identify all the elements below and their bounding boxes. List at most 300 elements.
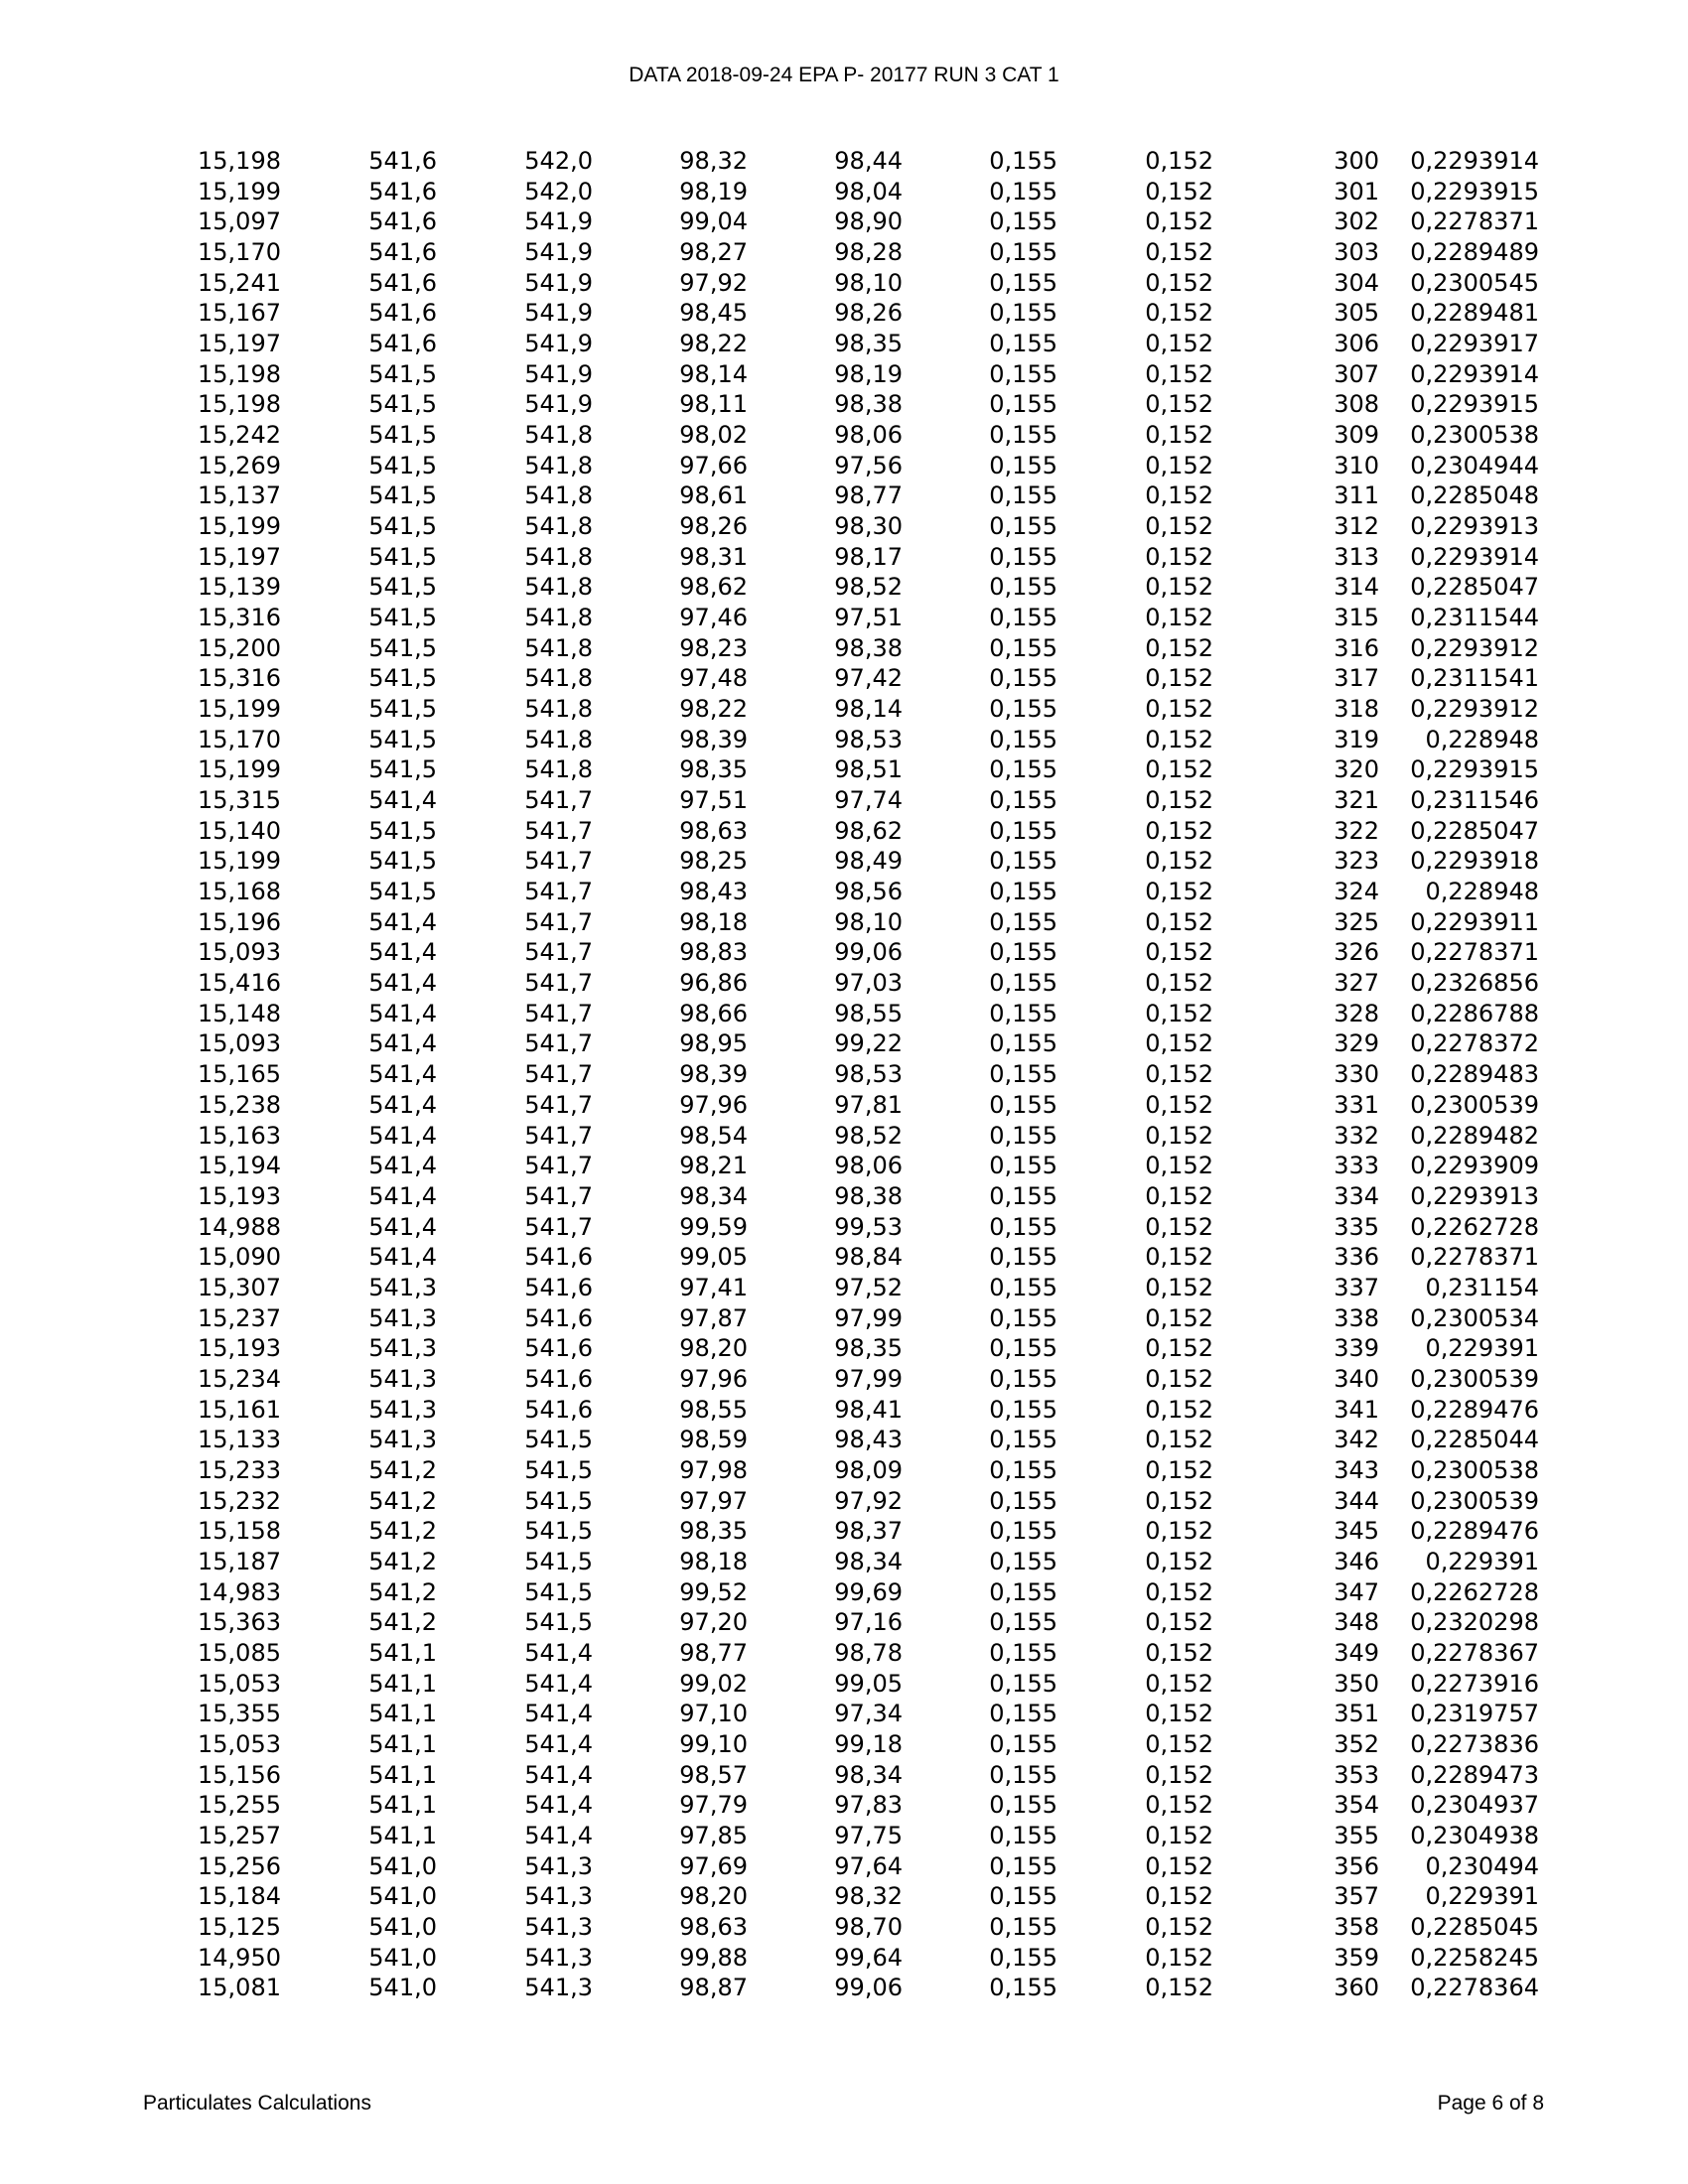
table-cell: 308: [1334, 390, 1379, 419]
table-cell: 98,95: [679, 1029, 748, 1058]
table-cell: 98,04: [834, 177, 903, 205]
table-cell: 0,155: [989, 695, 1057, 724]
table-cell: 97,75: [834, 1821, 903, 1849]
table-cell: 541,4: [368, 938, 437, 967]
table-cell: 541,3: [524, 1882, 593, 1911]
table-cell: 0,152: [1145, 421, 1213, 450]
table-cell: 541,9: [524, 390, 593, 419]
table-cell: 15,199: [198, 847, 281, 876]
table-cell: 0,152: [1145, 481, 1213, 510]
table-cell: 541,5: [368, 664, 437, 693]
table-cell: 0,2278372: [1410, 1029, 1539, 1058]
table-cell: 325: [1334, 907, 1379, 936]
table-cell: 541,6: [368, 330, 437, 358]
table-cell: 97,92: [834, 1486, 903, 1515]
table-cell: 541,2: [368, 1577, 437, 1606]
table-cell: 0,155: [989, 1577, 1057, 1606]
table-row: [139, 725, 1539, 755]
table-cell: 330: [1334, 1060, 1379, 1089]
table-cell: 97,20: [679, 1608, 748, 1637]
table-cell: 98,18: [679, 1547, 748, 1575]
table-cell: 333: [1334, 1152, 1379, 1180]
table-cell: 96,86: [679, 969, 748, 998]
table-cell: 97,10: [679, 1700, 748, 1728]
table-cell: 541,4: [524, 1791, 593, 1820]
table-cell: 542,0: [524, 147, 593, 175]
page-footer: [0, 2092, 1688, 2121]
table-cell: 0,2278371: [1410, 207, 1539, 236]
table-cell: 541,6: [368, 299, 437, 328]
table-cell: 0,2262728: [1410, 1577, 1539, 1606]
table-cell: 15,161: [198, 1395, 281, 1424]
table-cell: 0,2285044: [1410, 1426, 1539, 1454]
table-row: [139, 816, 1539, 847]
table-cell: 0,152: [1145, 299, 1213, 328]
table-cell: 15,198: [198, 147, 281, 175]
table-cell: 301: [1334, 177, 1379, 205]
table-cell: 541,5: [368, 604, 437, 632]
table-cell: 98,32: [834, 1882, 903, 1911]
table-cell: 541,8: [524, 512, 593, 541]
table-cell: 98,20: [679, 1334, 748, 1363]
table-row: [139, 603, 1539, 633]
table-cell: 15,093: [198, 938, 281, 967]
table-cell: 0,2286788: [1410, 999, 1539, 1027]
table-cell: 98,90: [834, 207, 903, 236]
table-cell: 0,155: [989, 481, 1057, 510]
table-cell: 0,155: [989, 421, 1057, 450]
table-cell: 99,53: [834, 1212, 903, 1241]
table-cell: 541,1: [368, 1821, 437, 1849]
table-cell: 0,2285047: [1410, 573, 1539, 602]
table-row: [139, 268, 1539, 299]
table-cell: 0,152: [1145, 1212, 1213, 1241]
table-cell: 97,69: [679, 1851, 748, 1880]
table-cell: 353: [1334, 1760, 1379, 1789]
table-cell: 0,155: [989, 1334, 1057, 1363]
table-cell: 0,152: [1145, 999, 1213, 1027]
table-cell: 15,163: [198, 1121, 281, 1150]
table-cell: 342: [1334, 1426, 1379, 1454]
table-cell: 541,2: [368, 1608, 437, 1637]
table-cell: 314: [1334, 573, 1379, 602]
table-cell: 15,416: [198, 969, 281, 998]
page-title: DATA 2018-09-24 EPA P- 20177 RUN 3 CAT 1: [629, 64, 1059, 86]
table-row: [139, 146, 1539, 177]
table-cell: 15,315: [198, 786, 281, 815]
table-cell: 98,63: [679, 816, 748, 845]
table-cell: 14,988: [198, 1212, 281, 1241]
table-cell: 98,84: [834, 1243, 903, 1272]
table-cell: 97,51: [679, 786, 748, 815]
table-cell: 0,2289476: [1410, 1517, 1539, 1546]
table-cell: 0,2300539: [1410, 1364, 1539, 1393]
table-cell: 98,44: [834, 147, 903, 175]
table-cell: 15,198: [198, 390, 281, 419]
table-cell: 98,43: [834, 1426, 903, 1454]
table-cell: 541,5: [368, 878, 437, 906]
table-cell: 321: [1334, 786, 1379, 815]
table-cell: 541,4: [524, 1700, 593, 1728]
table-cell: 0,152: [1145, 725, 1213, 753]
table-cell: 541,8: [524, 481, 593, 510]
table-cell: 0,155: [989, 969, 1057, 998]
table-cell: 0,152: [1145, 1455, 1213, 1484]
table-cell: 98,78: [834, 1638, 903, 1667]
table-cell: 541,6: [524, 1395, 593, 1424]
table-cell: 98,35: [834, 330, 903, 358]
table-cell: 99,05: [834, 1669, 903, 1698]
table-cell: 541,4: [368, 1181, 437, 1210]
table-cell: 0,2289483: [1410, 1060, 1539, 1089]
table-cell: 98,06: [834, 1152, 903, 1180]
table-cell: 99,06: [834, 1974, 903, 2002]
table-row: [139, 237, 1539, 268]
table-cell: 541,0: [368, 1882, 437, 1911]
table-cell: 97,87: [679, 1303, 748, 1332]
table-cell: 15,197: [198, 330, 281, 358]
table-cell: 0,152: [1145, 268, 1213, 297]
table-cell: 541,4: [368, 1121, 437, 1150]
table-cell: 541,4: [524, 1760, 593, 1789]
table-cell: 97,81: [834, 1090, 903, 1119]
table-cell: 14,983: [198, 1577, 281, 1606]
table-row: [139, 877, 1539, 907]
table-cell: 0,155: [989, 330, 1057, 358]
table-cell: 0,152: [1145, 878, 1213, 906]
table-cell: 541,6: [368, 238, 437, 267]
table-cell: 0,2293912: [1410, 633, 1539, 662]
table-cell: 98,55: [834, 999, 903, 1027]
table-cell: 345: [1334, 1517, 1379, 1546]
table-cell: 322: [1334, 816, 1379, 845]
table-cell: 0,2304938: [1410, 1821, 1539, 1849]
table-row: [139, 1821, 1539, 1851]
table-cell: 0,229391: [1425, 1547, 1539, 1575]
table-cell: 97,97: [679, 1486, 748, 1515]
table-cell: 0,152: [1145, 207, 1213, 236]
table-cell: 317: [1334, 664, 1379, 693]
table-cell: 14,950: [198, 1943, 281, 1972]
table-cell: 98,56: [834, 878, 903, 906]
table-cell: 15,125: [198, 1912, 281, 1941]
table-cell: 98,66: [679, 999, 748, 1027]
table-cell: 0,2278367: [1410, 1638, 1539, 1667]
table-cell: 0,152: [1145, 1243, 1213, 1272]
table-cell: 0,152: [1145, 1273, 1213, 1301]
table-cell: 326: [1334, 938, 1379, 967]
table-cell: 541,5: [368, 359, 437, 388]
table-cell: 0,2258245: [1410, 1943, 1539, 1972]
table-row: [139, 785, 1539, 816]
table-cell: 541,6: [524, 1303, 593, 1332]
table-cell: 0,155: [989, 1912, 1057, 1941]
table-cell: 0,152: [1145, 1638, 1213, 1667]
table-cell: 15,316: [198, 604, 281, 632]
table-cell: 336: [1334, 1243, 1379, 1272]
table-cell: 542,0: [524, 177, 593, 205]
table-cell: 541,4: [368, 786, 437, 815]
table-cell: 0,152: [1145, 1364, 1213, 1393]
table-cell: 15,187: [198, 1547, 281, 1575]
table-cell: 97,92: [679, 268, 748, 297]
table-cell: 99,64: [834, 1943, 903, 1972]
table-cell: 0,152: [1145, 1791, 1213, 1820]
table-row: [139, 1333, 1539, 1364]
table-cell: 328: [1334, 999, 1379, 1027]
table-cell: 15,133: [198, 1426, 281, 1454]
table-cell: 0,155: [989, 755, 1057, 784]
table-row: [139, 329, 1539, 359]
table-cell: 0,152: [1145, 907, 1213, 936]
table-cell: 0,155: [989, 1517, 1057, 1546]
table-cell: 98,28: [834, 238, 903, 267]
table-cell: 541,0: [368, 1851, 437, 1880]
table-cell: 541,5: [368, 481, 437, 510]
table-cell: 97,83: [834, 1791, 903, 1820]
table-cell: 0,155: [989, 1455, 1057, 1484]
table-cell: 97,98: [679, 1455, 748, 1484]
table-cell: 338: [1334, 1303, 1379, 1332]
table-cell: 0,155: [989, 542, 1057, 571]
table-row: [139, 1912, 1539, 1943]
table-row: [139, 1638, 1539, 1669]
table-cell: 15,197: [198, 542, 281, 571]
table-cell: 335: [1334, 1212, 1379, 1241]
table-cell: 98,18: [679, 907, 748, 936]
table-row: [139, 1577, 1539, 1608]
table-cell: 337: [1334, 1273, 1379, 1301]
table-cell: 541,9: [524, 268, 593, 297]
table-cell: 0,152: [1145, 786, 1213, 815]
table-cell: 541,5: [368, 542, 437, 571]
table-cell: 541,8: [524, 725, 593, 753]
table-cell: 357: [1334, 1882, 1379, 1911]
table-cell: 0,152: [1145, 1121, 1213, 1150]
table-cell: 541,8: [524, 664, 593, 693]
table-cell: 15,199: [198, 177, 281, 205]
table-cell: 0,2293918: [1410, 847, 1539, 876]
table-cell: 99,59: [679, 1212, 748, 1241]
table-cell: 15,184: [198, 1882, 281, 1911]
table-cell: 97,41: [679, 1273, 748, 1301]
table-cell: 0,155: [989, 786, 1057, 815]
table-cell: 323: [1334, 847, 1379, 876]
table-cell: 0,152: [1145, 512, 1213, 541]
table-cell: 541,3: [368, 1334, 437, 1363]
table-cell: 541,4: [368, 1243, 437, 1272]
table-cell: 15,241: [198, 268, 281, 297]
table-cell: 99,22: [834, 1029, 903, 1058]
table-cell: 15,199: [198, 755, 281, 784]
table-cell: 0,2285048: [1410, 481, 1539, 510]
table-row: [139, 542, 1539, 573]
table-cell: 98,62: [679, 573, 748, 602]
table-cell: 99,10: [679, 1729, 748, 1758]
table-cell: 15,090: [198, 1243, 281, 1272]
table-cell: 97,34: [834, 1700, 903, 1728]
table-cell: 0,2300538: [1410, 1455, 1539, 1484]
table-cell: 15,156: [198, 1760, 281, 1789]
table-cell: 0,155: [989, 390, 1057, 419]
table-cell: 0,2326856: [1410, 969, 1539, 998]
table-cell: 0,2293915: [1410, 390, 1539, 419]
table-cell: 0,152: [1145, 969, 1213, 998]
table-cell: 97,46: [679, 604, 748, 632]
table-cell: 15,355: [198, 1700, 281, 1728]
table-row: [139, 846, 1539, 877]
table-cell: 541,6: [524, 1243, 593, 1272]
table-cell: 334: [1334, 1181, 1379, 1210]
table-cell: 0,155: [989, 1882, 1057, 1911]
table-cell: 97,66: [679, 451, 748, 479]
table-cell: 0,2289489: [1410, 238, 1539, 267]
table-cell: 541,2: [368, 1547, 437, 1575]
table-cell: 541,3: [368, 1395, 437, 1424]
table-cell: 97,56: [834, 451, 903, 479]
table-cell: 98,45: [679, 299, 748, 328]
table-cell: 310: [1334, 451, 1379, 479]
table-cell: 15,196: [198, 907, 281, 936]
table-cell: 15,199: [198, 512, 281, 541]
table-cell: 15,170: [198, 238, 281, 267]
table-row: [139, 1028, 1539, 1059]
table-cell: 0,2293915: [1410, 755, 1539, 784]
table-cell: 541,8: [524, 695, 593, 724]
table-cell: 0,155: [989, 359, 1057, 388]
table-cell: 98,34: [834, 1547, 903, 1575]
footer-document-name: Particulates Calculations: [143, 2092, 371, 2115]
table-row: [139, 1669, 1539, 1700]
table-cell: 98,51: [834, 755, 903, 784]
table-cell: 0,152: [1145, 1426, 1213, 1454]
table-cell: 0,155: [989, 1303, 1057, 1332]
table-cell: 98,87: [679, 1974, 748, 2002]
table-cell: 15,085: [198, 1638, 281, 1667]
table-cell: 541,7: [524, 969, 593, 998]
table-cell: 0,230494: [1425, 1851, 1539, 1880]
table-cell: 97,48: [679, 664, 748, 693]
table-cell: 97,96: [679, 1090, 748, 1119]
table-cell: 0,152: [1145, 177, 1213, 205]
table-cell: 541,7: [524, 907, 593, 936]
table-row: [139, 389, 1539, 420]
table-cell: 97,99: [834, 1303, 903, 1332]
table-cell: 541,7: [524, 878, 593, 906]
table-cell: 541,8: [524, 542, 593, 571]
table-cell: 0,2273916: [1410, 1669, 1539, 1698]
table-cell: 0,155: [989, 1426, 1057, 1454]
table-cell: 98,59: [679, 1426, 748, 1454]
table-row: [139, 1851, 1539, 1882]
table-cell: 0,155: [989, 1700, 1057, 1728]
table-cell: 0,152: [1145, 1851, 1213, 1880]
table-cell: 98,25: [679, 847, 748, 876]
table-cell: 541,3: [368, 1426, 437, 1454]
table-row: [139, 633, 1539, 664]
table-cell: 97,74: [834, 786, 903, 815]
table-row: [139, 1760, 1539, 1791]
table-cell: 0,155: [989, 1121, 1057, 1150]
table-cell: 327: [1334, 969, 1379, 998]
table-row: [139, 420, 1539, 451]
table-cell: 541,4: [524, 1669, 593, 1698]
table-cell: 541,5: [524, 1517, 593, 1546]
table-cell: 0,155: [989, 451, 1057, 479]
table-row: [139, 1425, 1539, 1455]
table-cell: 0,155: [989, 633, 1057, 662]
table-cell: 305: [1334, 299, 1379, 328]
table-cell: 0,2304944: [1410, 451, 1539, 479]
table-row: [139, 451, 1539, 481]
table-cell: 541,4: [368, 1152, 437, 1180]
table-cell: 15,198: [198, 359, 281, 388]
table-row: [139, 1486, 1539, 1517]
table-cell: 98,38: [834, 1181, 903, 1210]
table-cell: 351: [1334, 1700, 1379, 1728]
table-cell: 15,269: [198, 451, 281, 479]
table-cell: 98,35: [679, 755, 748, 784]
table-cell: 98,83: [679, 938, 748, 967]
table-cell: 0,155: [989, 1638, 1057, 1667]
table-cell: 99,02: [679, 1669, 748, 1698]
table-cell: 98,39: [679, 725, 748, 753]
table-cell: 0,2304937: [1410, 1791, 1539, 1820]
table-cell: 98,22: [679, 330, 748, 358]
table-cell: 98,34: [679, 1181, 748, 1210]
table-cell: 360: [1334, 1974, 1379, 2002]
table-cell: 99,18: [834, 1729, 903, 1758]
table-cell: 15,234: [198, 1364, 281, 1393]
table-cell: 541,5: [368, 847, 437, 876]
table-cell: 0,152: [1145, 1882, 1213, 1911]
table-cell: 541,4: [368, 1212, 437, 1241]
table-cell: 541,9: [524, 238, 593, 267]
table-row: [139, 1273, 1539, 1303]
table-cell: 98,26: [834, 299, 903, 328]
table-cell: 0,2300539: [1410, 1090, 1539, 1119]
table-row: [139, 1790, 1539, 1821]
table-cell: 0,2300545: [1410, 268, 1539, 297]
table-cell: 0,2262728: [1410, 1212, 1539, 1241]
table-cell: 0,2285047: [1410, 816, 1539, 845]
table-cell: 15,165: [198, 1060, 281, 1089]
table-cell: 0,2293914: [1410, 147, 1539, 175]
table-cell: 541,7: [524, 1152, 593, 1180]
table-cell: 0,155: [989, 1943, 1057, 1972]
table-cell: 15,193: [198, 1181, 281, 1210]
table-row: [139, 206, 1539, 237]
table-cell: 98,39: [679, 1060, 748, 1089]
table-cell: 300: [1334, 147, 1379, 175]
table-cell: 0,2311546: [1410, 786, 1539, 815]
table-cell: 541,9: [524, 299, 593, 328]
table-cell: 15,232: [198, 1486, 281, 1515]
table-cell: 0,155: [989, 1760, 1057, 1789]
page-number: Page 6 of 8: [1437, 2092, 1544, 2115]
table-cell: 541,0: [368, 1974, 437, 2002]
table-cell: 15,140: [198, 816, 281, 845]
table-cell: 0,2300539: [1410, 1486, 1539, 1515]
table-cell: 541,5: [524, 1577, 593, 1606]
table-cell: 541,7: [524, 816, 593, 845]
table-cell: 320: [1334, 755, 1379, 784]
table-cell: 354: [1334, 1791, 1379, 1820]
table-cell: 0,152: [1145, 664, 1213, 693]
table-cell: 541,5: [524, 1486, 593, 1515]
table-cell: 541,1: [368, 1638, 437, 1667]
table-cell: 0,2293914: [1410, 359, 1539, 388]
